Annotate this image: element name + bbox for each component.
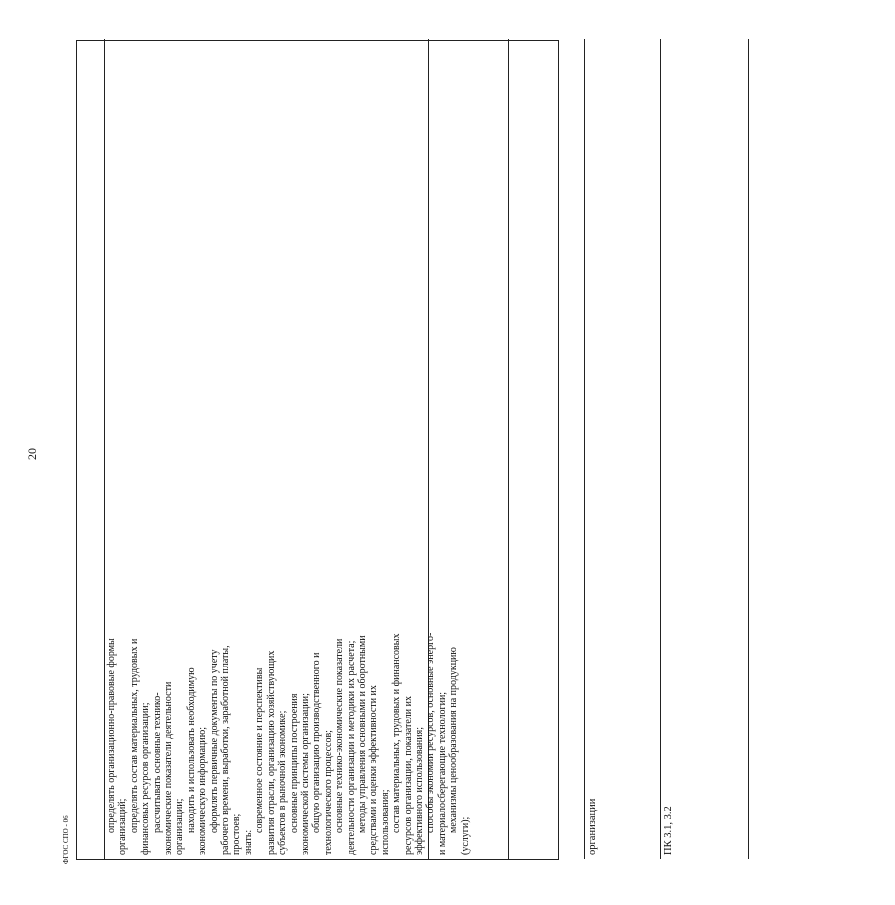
skills-line: простоев; (231, 813, 243, 855)
skills-line: знать: (242, 829, 254, 855)
competencies-text: ПК 3.1, 3.2 (663, 806, 674, 855)
skills-line: определять состав материальных, трудовых и (128, 638, 140, 833)
skills-line: эффективного использования; (413, 726, 425, 855)
skills-line: (услуги); (459, 816, 471, 855)
hours-max-cell (429, 39, 509, 859)
skills-line: современное состояние и перспективы (254, 667, 266, 833)
skills-line: экономические показатели деятельности (163, 681, 175, 855)
skills-line: экономической системы организации; (299, 693, 311, 855)
skills-knowledge-text (106, 43, 471, 855)
skills-line: технологического процессов; (322, 730, 334, 855)
skills-line: экономическую информацию; (197, 726, 209, 855)
skills-line: и материалосберегающие технологии; (436, 691, 448, 855)
standard-table (76, 40, 674, 860)
competencies-cell (661, 39, 749, 859)
discipline-name-text: организации (587, 798, 598, 855)
page-number: 20 (25, 448, 39, 460)
skills-line: основные принципы построения (288, 693, 300, 833)
skills-line: способы экономии ресурсов, основные энерго- (425, 632, 437, 833)
skills-line: использования; (379, 789, 391, 855)
footer-code: ФГОС СПО - 06 (62, 815, 70, 864)
skills-line: деятельности организации и методики их расчета; (345, 640, 357, 855)
skills-line: развития отрасли, организацию хозяйствующих (265, 650, 277, 855)
empty-trailing-cell (749, 39, 895, 859)
skills-line: общую организацию производственного и (311, 652, 323, 833)
skills-line: финансовых ресурсов организации; (140, 702, 152, 855)
skills-line: организации; (174, 798, 186, 855)
skills-line: рассчитывать основные технико- (151, 692, 163, 833)
skills-line: состав материальных, трудовых и финансовых (391, 633, 403, 833)
skills-line: рабочего времени, выработки, заработной платы, (220, 645, 232, 855)
skills-line: методы управления основными и оборотными (356, 635, 368, 833)
skills-knowledge-cell (105, 39, 471, 859)
skills-line: оформлять первичные документы по учету (208, 649, 220, 833)
rotated-table-body (76, 40, 674, 860)
skills-line: определять организационно-правовые формы (106, 638, 117, 833)
skills-line: находить и использовать необходимую (185, 667, 197, 833)
index-column (77, 39, 105, 859)
hours-class-cell (509, 39, 585, 859)
skills-line: организаций; (117, 798, 129, 855)
discipline-name-cell (585, 39, 661, 859)
skills-line: средствами и оценки эффективности их (368, 685, 380, 855)
skills-line: ресурсов организации, показатели их (402, 696, 414, 855)
skills-line: основные технико-экономические показатели (334, 638, 346, 833)
skills-line: механизмы ценообразования на продукцию (448, 647, 460, 833)
skills-line: субъектов в рыночной экономике; (277, 710, 289, 855)
